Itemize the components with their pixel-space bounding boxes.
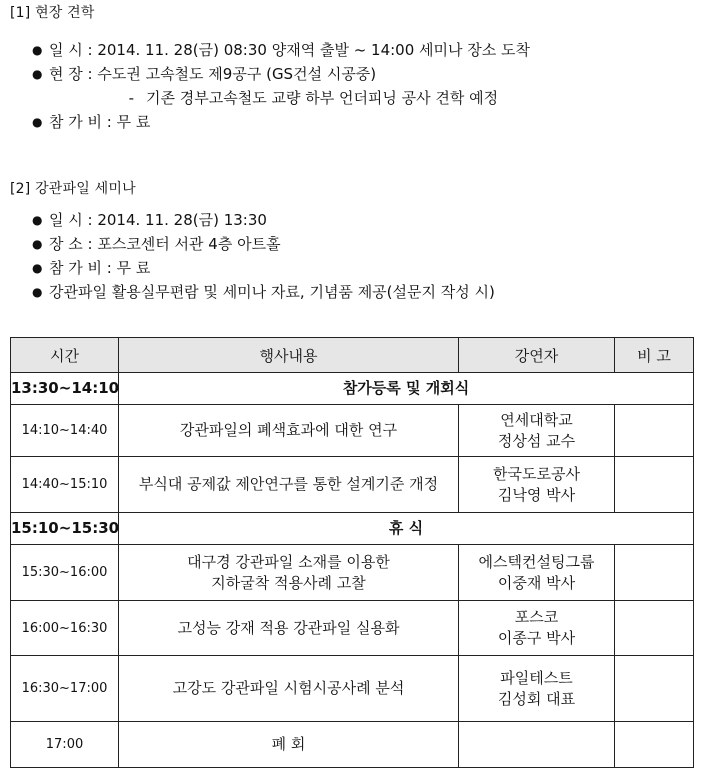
bullet-icon: ● bbox=[32, 261, 43, 275]
schedule-table bbox=[10, 337, 694, 768]
table-row bbox=[11, 405, 694, 457]
header-note: 비 고 bbox=[615, 338, 694, 373]
section-2-list bbox=[32, 208, 495, 304]
table-row bbox=[11, 373, 694, 405]
time-cell: 15:10~15:30 bbox=[11, 513, 119, 545]
list-item: ● 현 장 : 수도권 고속철도 제9공구 (GS건설 시공중) bbox=[32, 62, 530, 86]
content-cell: 폐 회 bbox=[119, 722, 459, 768]
list-item: ● 일 시 : 2014. 11. 28(금) 08:30 양재역 출발 ~ 14:00 세미나 장소 도착 bbox=[32, 38, 530, 62]
list-item: ● 일 시 : 2014. 11. 28(금) 13:30 bbox=[32, 208, 495, 232]
speaker-cell: 파일테스트 김성회 대표 bbox=[459, 656, 615, 722]
time-cell: 13:30~14:10 bbox=[11, 373, 119, 405]
time-cell: 16:30~17:00 bbox=[11, 656, 119, 722]
note-cell bbox=[615, 722, 694, 768]
speaker-cell: 한국도로공사 김낙영 박사 bbox=[459, 457, 615, 513]
content-cell: 고강도 강관파일 시험시공사례 분석 bbox=[119, 656, 459, 722]
table-row bbox=[11, 545, 694, 601]
speaker-cell: 포스코 이종구 박사 bbox=[459, 601, 615, 656]
note-cell bbox=[615, 457, 694, 513]
bullet-icon: ● bbox=[32, 67, 43, 81]
content-cell: 휴 식 bbox=[119, 513, 694, 545]
time-cell: 14:10~14:40 bbox=[11, 405, 119, 457]
bullet-icon: ● bbox=[32, 43, 43, 57]
list-item: ● 장 소 : 포스코센터 서관 4층 아트홀 bbox=[32, 232, 495, 256]
content-cell: 참가등록 및 개회식 bbox=[119, 373, 694, 405]
section-1-list bbox=[32, 38, 530, 134]
note-cell bbox=[615, 601, 694, 656]
table-row bbox=[11, 513, 694, 545]
list-sub-item: - 기존 경부고속철도 교량 하부 언더피닝 공사 견학 예정 bbox=[32, 86, 530, 110]
bullet-icon: ● bbox=[32, 237, 43, 251]
table-header-row bbox=[11, 338, 694, 373]
header-speaker: 강연자 bbox=[459, 338, 615, 373]
content-cell: 고성능 강재 적용 강관파일 실용화 bbox=[119, 601, 459, 656]
time-cell: 17:00 bbox=[11, 722, 119, 768]
time-cell: 15:30~16:00 bbox=[11, 545, 119, 601]
note-cell bbox=[615, 656, 694, 722]
header-content: 행사내용 bbox=[119, 338, 459, 373]
table-row bbox=[11, 656, 694, 722]
note-cell bbox=[615, 545, 694, 601]
note-cell bbox=[615, 405, 694, 457]
speaker-cell: 연세대학교 정상섬 교수 bbox=[459, 405, 615, 457]
speaker-cell: 에스텍컨설팅그룹 이중재 박사 bbox=[459, 545, 615, 601]
list-item: ● 참 가 비 : 무 료 bbox=[32, 110, 530, 134]
table-row bbox=[11, 457, 694, 513]
list-item: ● 강관파일 활용실무편람 및 세미나 자료, 기념품 제공(설문지 작성 시) bbox=[32, 280, 495, 304]
time-cell: 16:00~16:30 bbox=[11, 601, 119, 656]
time-cell: 14:40~15:10 bbox=[11, 457, 119, 513]
content-cell: 강관파일의 폐색효과에 대한 연구 bbox=[119, 405, 459, 457]
table-row bbox=[11, 722, 694, 768]
content-cell: 부식대 공제값 제안연구를 통한 설계기준 개정 bbox=[119, 457, 459, 513]
speaker-cell bbox=[459, 722, 615, 768]
section-1-title: [1] 현장 견학 bbox=[10, 5, 95, 21]
dash-icon: - bbox=[128, 89, 134, 107]
bullet-icon: ● bbox=[32, 213, 43, 227]
list-item: ● 참 가 비 : 무 료 bbox=[32, 256, 495, 280]
bullet-icon: ● bbox=[32, 115, 43, 129]
table-row bbox=[11, 601, 694, 656]
section-2-title: [2] 강관파일 세미나 bbox=[10, 181, 136, 197]
header-time: 시간 bbox=[11, 338, 119, 373]
bullet-icon: ● bbox=[32, 285, 43, 299]
content-cell: 대구경 강관파일 소재를 이용한 지하굴착 적용사례 고찰 bbox=[119, 545, 459, 601]
